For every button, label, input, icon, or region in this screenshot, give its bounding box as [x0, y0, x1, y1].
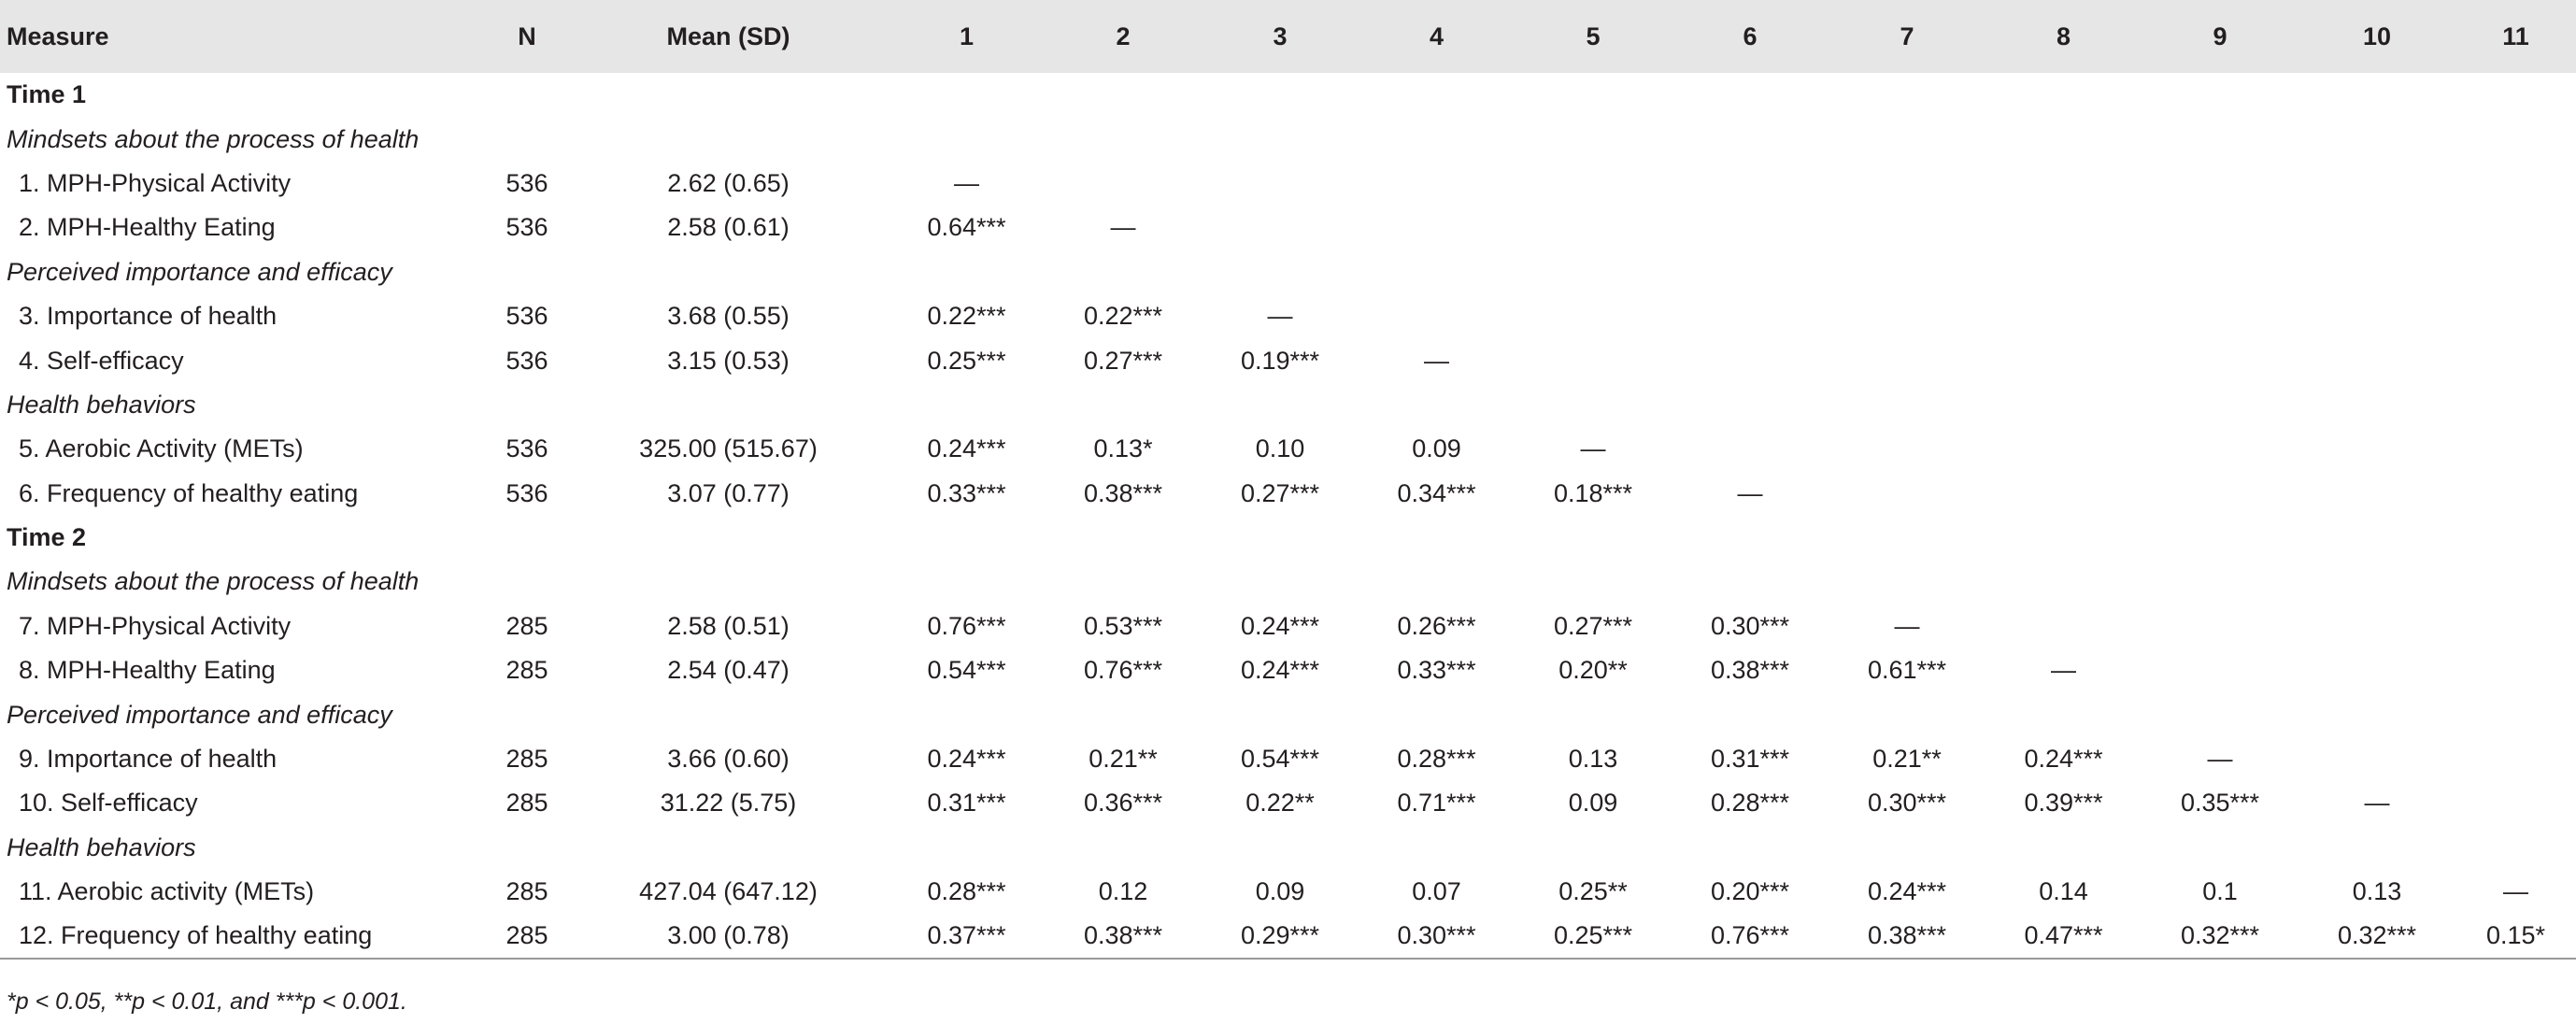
group-row	[0, 826, 2576, 870]
empty-cell	[1829, 294, 1985, 338]
correlation-cell: 0.36***	[1083, 789, 1163, 818]
correlation-cell: 0.34***	[1397, 478, 1476, 507]
empty-cell	[1672, 338, 1829, 382]
empty-cell	[1515, 162, 1672, 206]
correlation-cell: 0.20**	[1558, 656, 1628, 685]
empty-cell	[1985, 294, 2142, 338]
empty-cell	[2298, 427, 2455, 471]
mean-sd-cell: 3.07 (0.77)	[667, 478, 790, 507]
measure-cell: 5. Aerobic Activity (METs)	[19, 434, 304, 463]
measure-cell: 7. MPH-Physical Activity	[19, 611, 292, 640]
correlation-cell: 0.12	[1098, 877, 1148, 906]
header-cell-9: 9	[2213, 21, 2227, 50]
group-label: Health behaviors	[7, 390, 196, 419]
empty-cell	[1672, 294, 1829, 338]
section-row	[0, 73, 2576, 117]
correlation-cell: —	[2207, 745, 2233, 774]
empty-cell	[1672, 206, 1829, 249]
n-cell: 285	[505, 877, 548, 906]
correlation-cell: 0.64***	[927, 213, 1006, 242]
n-cell: 285	[505, 745, 548, 774]
n-cell: 285	[486, 914, 568, 958]
correlation-cell: 0.61***	[1867, 656, 1947, 685]
empty-cell	[1985, 206, 2142, 249]
empty-cell	[1672, 427, 1829, 471]
correlation-cell: —	[1737, 478, 1763, 507]
correlation-cell: 0.13*	[1093, 434, 1153, 463]
measure-cell: 8. MPH-Healthy Eating	[19, 656, 276, 685]
section-row	[0, 516, 2576, 560]
correlation-cell: 0.54***	[1240, 745, 1320, 774]
correlation-cell: 0.31***	[927, 789, 1006, 818]
empty-cell	[1985, 604, 2142, 648]
section-label: Time 1	[7, 80, 87, 109]
correlation-cell: 0.20***	[1710, 877, 1790, 906]
empty-cell	[2298, 648, 2455, 692]
table-row	[0, 427, 2576, 471]
table-row	[0, 604, 2576, 648]
correlation-cell: 0.09	[1568, 789, 1618, 818]
empty-cell	[1985, 162, 2142, 206]
empty-cell	[1829, 206, 1985, 249]
empty-cell	[1985, 472, 2142, 516]
empty-cell	[1829, 472, 1985, 516]
correlation-cell: 0.35***	[2180, 789, 2260, 818]
mean-sd-cell: 2.58 (0.61)	[667, 213, 790, 242]
measure-cell: 3. Importance of health	[19, 302, 278, 331]
correlation-cell: —	[1580, 434, 1606, 463]
correlation-cell: 0.27***	[1553, 611, 1633, 640]
empty-cell	[1045, 162, 1202, 206]
correlation-cell: 0.07	[1412, 877, 1461, 906]
correlation-cell: 0.27***	[1240, 478, 1320, 507]
empty-cell	[1515, 294, 1672, 338]
correlation-cell: 0.33***	[1397, 656, 1476, 685]
mean-sd-cell: 427.04 (647.12)	[639, 877, 818, 906]
correlation-cell: 0.54***	[927, 656, 1006, 685]
correlation-cell: 0.38***	[1829, 914, 1985, 958]
empty-cell	[1359, 162, 1515, 206]
n-cell: 536	[505, 213, 548, 242]
n-cell: 536	[505, 346, 548, 375]
empty-cell	[2298, 338, 2455, 382]
correlation-cell: 0.38***	[1083, 478, 1163, 507]
correlation-cell: 0.25***	[1515, 914, 1672, 958]
n-cell: 536	[505, 168, 548, 197]
n-cell: 536	[505, 434, 548, 463]
header-row	[0, 0, 2576, 73]
empty-cell	[2298, 206, 2455, 249]
header-cell-10: 10	[2362, 21, 2392, 50]
correlation-cell: —	[1424, 346, 1449, 375]
table-row	[0, 737, 2576, 781]
correlation-cell: 0.09	[1412, 434, 1461, 463]
correlation-cell: 0.14	[2039, 877, 2088, 906]
correlation-cell: 0.31***	[1710, 745, 1790, 774]
empty-cell	[2455, 737, 2576, 781]
correlation-cell: 0.24***	[927, 745, 1006, 774]
correlation-cell: 0.30***	[1710, 611, 1790, 640]
correlation-cell: 0.27***	[1083, 346, 1163, 375]
empty-cell	[1515, 206, 1672, 249]
empty-cell	[1985, 338, 2142, 382]
group-label: Health behaviors	[7, 832, 196, 861]
table-footnote: *p < 0.05, **p < 0.01, and ***p < 0.001.	[7, 988, 407, 1015]
correlation-cell: 0.10	[1255, 434, 1305, 463]
table-header	[0, 0, 2576, 73]
header-cell-3: 3	[1273, 21, 1288, 50]
mean-sd-cell: 325.00 (515.67)	[639, 434, 818, 463]
group-label: Mindsets about the process of health	[7, 124, 420, 153]
table-row	[0, 206, 2576, 249]
table-body	[0, 73, 2576, 959]
correlation-cell: 0.76***	[927, 611, 1006, 640]
correlation-cell: 0.29***	[1202, 914, 1359, 958]
correlation-cell: 0.24***	[1240, 656, 1320, 685]
correlation-cell: 0.18***	[1553, 478, 1633, 507]
correlation-cell: 0.76***	[1083, 656, 1163, 685]
correlation-cell: —	[954, 168, 979, 197]
correlation-cell: 0.53***	[1083, 611, 1163, 640]
group-row	[0, 692, 2576, 736]
table-row	[0, 914, 2576, 958]
table-row	[0, 472, 2576, 516]
mean-sd-cell: 3.68 (0.55)	[667, 302, 790, 331]
mean-sd-cell: 2.62 (0.65)	[667, 168, 790, 197]
empty-cell	[1985, 427, 2142, 471]
empty-cell	[2142, 162, 2298, 206]
table-row	[0, 162, 2576, 206]
header-cell-n: N	[518, 21, 536, 50]
mean-sd-cell: 3.66 (0.60)	[667, 745, 790, 774]
group-label: Mindsets about the process of health	[7, 567, 420, 596]
empty-cell	[2455, 427, 2576, 471]
empty-cell	[1202, 206, 1359, 249]
empty-cell	[2142, 427, 2298, 471]
empty-cell	[2298, 294, 2455, 338]
correlation-cell: —	[1894, 611, 1920, 640]
correlation-cell: 0.37***	[889, 914, 1045, 958]
correlation-cell: 0.24***	[2024, 745, 2103, 774]
correlation-cell: 0.24***	[1867, 877, 1947, 906]
section-label: Time 2	[7, 523, 87, 552]
group-row	[0, 383, 2576, 427]
empty-cell	[2455, 294, 2576, 338]
correlation-cell: 0.28***	[1397, 745, 1476, 774]
correlation-cell: 0.76***	[1672, 914, 1829, 958]
correlation-cell: 0.26***	[1397, 611, 1476, 640]
empty-cell	[2298, 472, 2455, 516]
empty-cell	[2455, 338, 2576, 382]
correlation-cell: 0.25***	[927, 346, 1006, 375]
group-label: Perceived importance and efficacy	[7, 257, 392, 286]
correlation-cell: —	[2364, 789, 2390, 818]
mean-sd-cell: 2.54 (0.47)	[667, 656, 790, 685]
n-cell: 285	[505, 789, 548, 818]
measure-cell: 11. Aerobic activity (METs)	[19, 877, 315, 906]
empty-cell	[1202, 162, 1359, 206]
correlation-cell: 0.21**	[1089, 745, 1158, 774]
empty-cell	[2455, 162, 2576, 206]
correlation-cell: 0.30***	[1359, 914, 1515, 958]
group-row	[0, 560, 2576, 604]
correlation-cell: 0.32***	[2298, 914, 2455, 958]
empty-cell	[2455, 206, 2576, 249]
measure-cell: 9. Importance of health	[19, 745, 278, 774]
header-cell-mean-sd: Mean (SD)	[666, 21, 790, 50]
empty-cell	[2298, 162, 2455, 206]
table-row	[0, 338, 2576, 382]
correlation-cell: —	[2051, 656, 2076, 685]
correlation-cell: 0.19***	[1240, 346, 1320, 375]
empty-cell	[2298, 604, 2455, 648]
correlation-cell: —	[1110, 213, 1136, 242]
header-cell-measure: Measure	[7, 21, 109, 50]
empty-cell	[2142, 206, 2298, 249]
correlation-cell: 0.1	[2202, 877, 2238, 906]
mean-sd-cell: 3.15 (0.53)	[667, 346, 790, 375]
header-cell-4: 4	[1429, 21, 1445, 50]
correlation-cell: 0.47***	[1985, 914, 2142, 958]
correlation-cell: 0.22***	[1083, 302, 1163, 331]
header-cell-5: 5	[1586, 21, 1601, 50]
empty-cell	[2142, 604, 2298, 648]
correlation-cell: 0.24***	[1240, 611, 1320, 640]
empty-cell	[2142, 338, 2298, 382]
correlation-cell: 0.21**	[1872, 745, 1942, 774]
header-cell-1: 1	[959, 21, 975, 50]
table-row	[0, 870, 2576, 914]
empty-cell	[2142, 294, 2298, 338]
correlation-cell: 0.13	[2352, 877, 2402, 906]
header-cell-2: 2	[1116, 21, 1131, 50]
empty-cell	[2142, 472, 2298, 516]
header-cell-8: 8	[2056, 21, 2071, 50]
empty-cell	[2298, 737, 2455, 781]
empty-cell	[1829, 162, 1985, 206]
correlation-cell: 0.22***	[927, 302, 1006, 331]
header-cell-7: 7	[1900, 21, 1914, 50]
correlation-cell: 0.09	[1255, 877, 1305, 906]
table-row	[0, 294, 2576, 338]
correlation-cell: 0.13	[1568, 745, 1618, 774]
empty-cell	[1829, 338, 1985, 382]
correlation-cell: —	[2503, 877, 2528, 906]
correlation-cell: 0.32***	[2142, 914, 2298, 958]
empty-cell	[2455, 472, 2576, 516]
header-cell-6: 6	[1743, 21, 1758, 50]
empty-cell	[1672, 162, 1829, 206]
measure-cell: 6. Frequency of healthy eating	[19, 478, 359, 507]
measure-cell: 1. MPH-Physical Activity	[19, 168, 292, 197]
correlation-cell: 0.25**	[1558, 877, 1628, 906]
correlation-cell: 0.24***	[927, 434, 1006, 463]
correlation-cell: 0.39***	[2024, 789, 2103, 818]
empty-cell	[2455, 604, 2576, 648]
empty-cell	[2455, 648, 2576, 692]
correlation-cell: 0.28***	[927, 877, 1006, 906]
correlation-cell: 0.15*	[2455, 914, 2576, 958]
empty-cell	[1515, 338, 1672, 382]
mean-sd-cell: 2.58 (0.51)	[667, 611, 790, 640]
empty-cell	[1359, 294, 1515, 338]
correlation-cell: 0.28***	[1710, 789, 1790, 818]
correlation-cell: 0.38***	[1045, 914, 1202, 958]
group-label: Perceived importance and efficacy	[7, 700, 392, 729]
n-cell: 285	[505, 656, 548, 685]
header-cell-11: 11	[2502, 21, 2529, 50]
mean-sd-cell: 3.00 (0.78)	[568, 914, 889, 958]
correlation-cell: 0.30***	[1867, 789, 1947, 818]
table-row	[0, 781, 2576, 825]
mean-sd-cell: 31.22 (5.75)	[660, 789, 797, 818]
n-cell: 536	[505, 478, 548, 507]
measure-cell: 12. Frequency of healthy eating	[0, 914, 486, 958]
n-cell: 285	[505, 611, 548, 640]
empty-cell	[1829, 427, 1985, 471]
correlation-cell: 0.71***	[1397, 789, 1476, 818]
measure-cell: 4. Self-efficacy	[19, 346, 184, 375]
correlation-cell: 0.22**	[1245, 789, 1315, 818]
group-row	[0, 117, 2576, 161]
correlation-cell: 0.38***	[1710, 656, 1790, 685]
measure-cell: 2. MPH-Healthy Eating	[19, 213, 276, 242]
empty-cell	[2455, 781, 2576, 825]
measure-cell: 10. Self-efficacy	[19, 789, 198, 818]
correlation-cell: 0.33***	[927, 478, 1006, 507]
group-row	[0, 250, 2576, 294]
empty-cell	[2142, 648, 2298, 692]
correlation-cell: —	[1267, 302, 1293, 331]
n-cell: 536	[505, 302, 548, 331]
table-row	[0, 648, 2576, 692]
empty-cell	[1359, 206, 1515, 249]
